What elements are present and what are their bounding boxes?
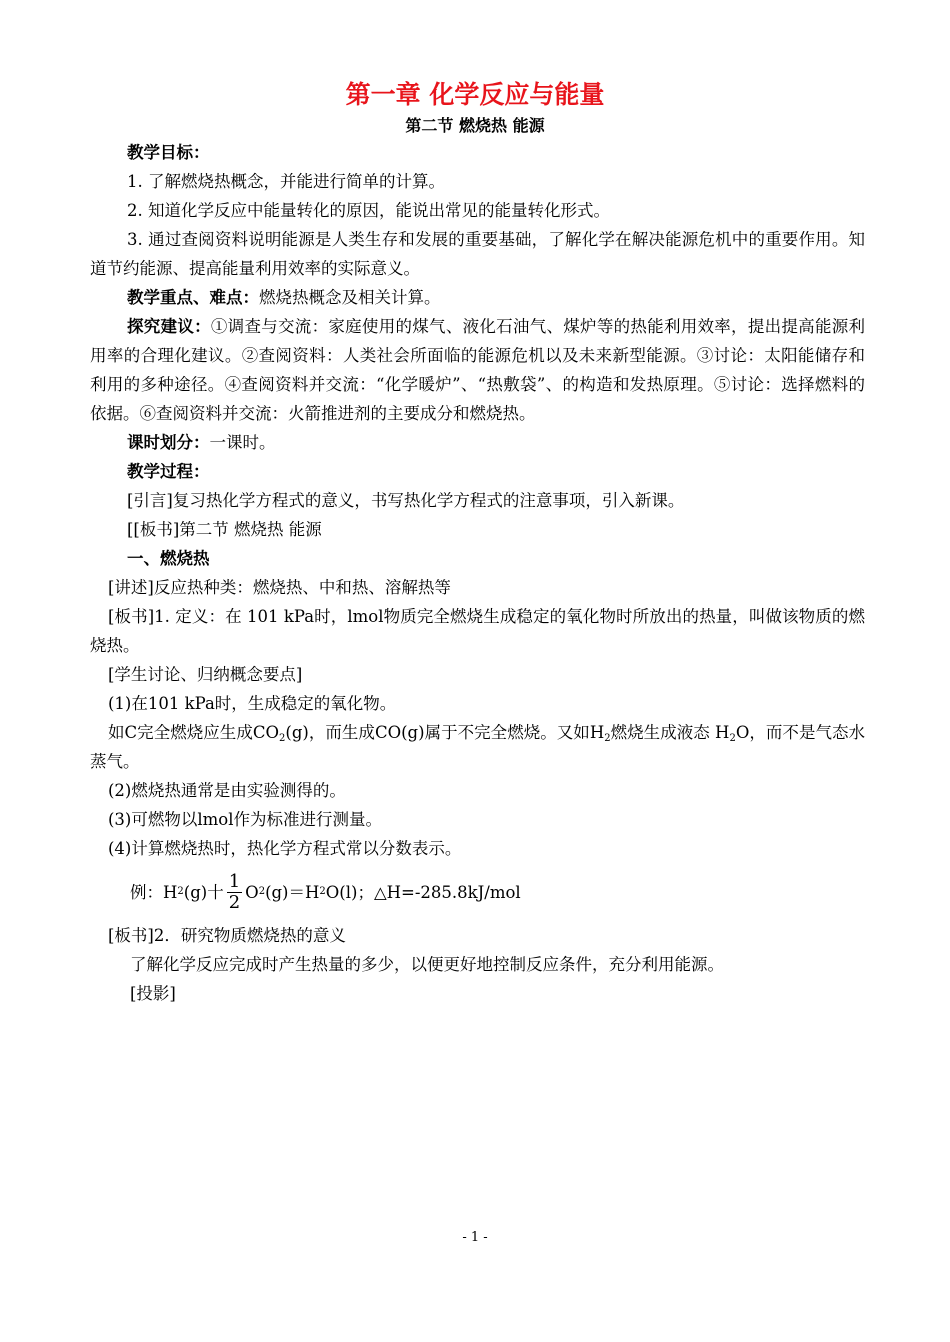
key-points <box>90 283 865 312</box>
suggestions-text: ①调查与交流：家庭使用的煤气、液化石油气、煤炉等的热能利用效率，提出提高能源利用率的合理化建议。②查阅资料：人类社会所面临的能源危机以及未来新型能源。③讨论：太阳能储存和利用的多种途径。④查阅资料并交流：“化学暖炉”、“热敷袋”、的构造和发热原理。⑤讨论：选择燃料的依据。⑥查阅资料并交流：火箭推进剂的主要成分和燃烧热。 <box>90 317 866 423</box>
example-equation: 例：H 2 (g)十 $\frac{1}{2}$ O 2 (g)＝H 2 O(l)；△H=-285.8kJ/mol <box>130 870 521 913</box>
objectives-heading: 教学目标： <box>127 143 210 162</box>
subscript: 2 <box>604 733 611 744</box>
point-1-detail-text-a: 如C完全燃烧应生成CO <box>108 723 280 742</box>
lecture-paragraph: [讲述]反应热种类：燃烧热、中和热、溶解热等 <box>108 578 451 597</box>
point-1-detail-text-d: O，而不是气态水蒸气。 <box>90 723 866 771</box>
fraction-denominator: 2 <box>228 891 241 913</box>
objective-3: 3. 通过查阅资料说明能源是人类生存和发展的重要基础，了解化学在解决能源危机中的重要作用。知道节约能源、提高能量利用效率的实际意义。 <box>90 230 865 278</box>
intro-paragraph: [引言]复习热化学方程式的意义，书写热化学方程式的注意事项，引入新课。 <box>127 491 685 510</box>
section-subtitle: 第二节 燃烧热 能源 <box>405 116 545 135</box>
point-2: (2)燃烧热通常是由实验测得的。 <box>108 781 346 800</box>
point-1-detail <box>90 718 865 776</box>
definition-paragraph: [板书]1. 定义：在 101 kPa时，lmol物质完全燃烧生成稳定的氧化物时所放出的热量，叫做该物质的燃烧热。 <box>90 607 865 655</box>
equation-text: (g)＝H <box>265 882 320 902</box>
point-1: (1)在101 kPa时，生成稳定的氧化物。 <box>108 694 397 713</box>
schedule-label: 课时划分： <box>127 433 210 452</box>
point-3: (3)可燃物以lmol作为标准进行测量。 <box>108 810 383 829</box>
objective-1: 1. 了解燃烧热概念，并能进行简单的计算。 <box>127 172 445 191</box>
fraction-numerator: 1 <box>228 870 241 892</box>
point-4: (4)计算燃烧热时，热化学方程式常以分数表示。 <box>108 839 462 858</box>
significance-heading: [板书]2．研究物质燃烧热的意义 <box>108 926 346 945</box>
fraction-one-half <box>227 872 242 913</box>
suggestions <box>90 312 865 428</box>
board-title: [[板书]第二节 燃烧热 能源 <box>127 520 322 539</box>
objective-2: 2. 知道化学反应中能量转化的原因，能说出常见的能量转化形式。 <box>127 201 610 220</box>
suggestions-label: 探究建议： <box>127 317 211 336</box>
discussion-heading: [学生讨论、归纳概念要点] <box>108 665 303 684</box>
significance-text: 了解化学反应完成时产生热量的多少，以便更好地控制反应条件，充分利用能源。 <box>130 955 724 974</box>
schedule-text: 一课时。 <box>209 433 276 452</box>
equation-text: O(l)；△H=-285.8kJ/mol <box>325 882 521 902</box>
point-1-detail-text-b: (g)，而生成CO(g)属于不完全燃烧。又如H <box>285 723 605 742</box>
equation-text: O <box>245 882 259 902</box>
section-1-heading: 一、燃烧热 <box>127 549 210 568</box>
chapter-title: 第一章 化学反应与能量 <box>345 80 605 109</box>
process-heading: 教学过程： <box>127 462 210 481</box>
equation-text: (g)十 <box>183 882 224 902</box>
subscript: 2 <box>279 733 286 744</box>
document-body <box>90 138 865 1008</box>
subscript: 2 <box>729 733 736 744</box>
point-1-detail-text-c: 燃烧生成液态 H <box>610 723 730 742</box>
key-points-label: 教学重点、难点： <box>127 288 259 307</box>
projection-label: [投影] <box>130 984 176 1003</box>
equation-text: 例：H <box>130 882 178 902</box>
key-points-text: 燃烧热概念及相关计算。 <box>259 288 441 307</box>
page-number: - 1 - <box>462 1230 488 1245</box>
schedule <box>90 428 865 457</box>
